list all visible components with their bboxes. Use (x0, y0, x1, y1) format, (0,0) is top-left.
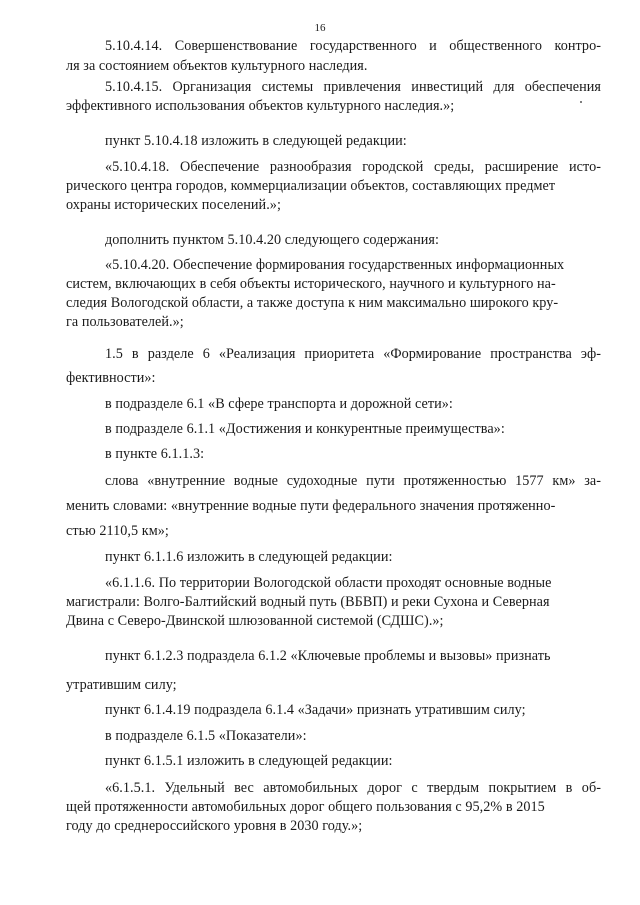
text-line: «5.10.4.20. Обеспечение формирования государственных информационных (105, 257, 565, 273)
text-line: охраны исторических поселений.»; (66, 197, 281, 213)
text-line: фективности»: (66, 370, 156, 386)
text-line: эффективного использования объектов культурного наследия.»; (66, 98, 455, 114)
text-line: в пункте 6.1.1.3: (105, 446, 205, 462)
text-line: 1.5 в разделе 6 «Реализация приоритета «Формирование пространства эф- (105, 346, 601, 362)
text-line: Двина с Северо-Двинской шлюзованной системой (СДШС).»; (66, 613, 444, 629)
text-line: пункт 5.10.4.18 изложить в следующей редакции: (105, 133, 407, 149)
text-line: га пользователей.»; (66, 314, 184, 330)
text-line: стью 2110,5 км»; (66, 523, 169, 539)
text-line: дополнить пунктом 5.10.4.20 следующего содержания: (105, 232, 439, 248)
text-line: менить словами: «внутренние водные пути федерального значения протяженно- (66, 498, 556, 514)
text-line: пункт 6.1.5.1 изложить в следующей редакции: (105, 753, 393, 769)
text-line: следия Вологодской области, а также доступа к ним максимально широкого кру- (66, 295, 559, 311)
text-line: «6.1.5.1. Удельный вес автомобильных дорог с твердым покрытием в об- (105, 780, 601, 796)
text-line: пункт 6.1.4.19 подраздела 6.1.4 «Задачи» признать утратившим силу; (105, 702, 526, 718)
text-line: в подразделе 6.1.5 «Показатели»: (105, 728, 307, 744)
text-line: рического центра городов, коммерциализации объектов, составляющих предмет (66, 178, 556, 194)
text-line: ля за состоянием объектов культурного наследия. (66, 58, 368, 74)
scan-speck (580, 101, 582, 103)
text-line: 5.10.4.15. Организация системы привлечения инвестиций для обеспечения (105, 79, 601, 95)
text-line: магистрали: Волго-Балтийский водный путь (ВБВП) и реки Сухона и Северная (66, 594, 550, 610)
text-line: в подразделе 6.1 «В сфере транспорта и дорожной сети»: (105, 396, 453, 412)
text-line: 5.10.4.14. Совершенствование государственного и общественного контро- (105, 38, 601, 54)
text-line: в подразделе 6.1.1 «Достижения и конкурентные преимущества»: (105, 421, 505, 437)
text-line: щей протяженности автомобильных дорог общего пользования с 95,2% в 2015 (66, 799, 545, 815)
text-line: слова «внутренние водные судоходные пути протяженностью 1577 км» за- (105, 473, 601, 489)
text-line: «6.1.1.6. По территории Вологодской области проходят основные водные (105, 575, 552, 591)
text-line: «5.10.4.18. Обеспечение разнообразия городской среды, расширение исто- (105, 159, 601, 175)
page-number: 16 (314, 22, 326, 34)
text-line: пункт 6.1.1.6 изложить в следующей редакции: (105, 549, 393, 565)
text-line: году до среднероссийского уровня в 2030 году.»; (66, 818, 363, 834)
text-line: пункт 6.1.2.3 подраздела 6.1.2 «Ключевые проблемы и вызовы» признать (105, 648, 551, 664)
text-line: систем, включающих в себя объекты исторического, научного и культурного на- (66, 276, 556, 292)
text-line: утратившим силу; (66, 677, 177, 693)
